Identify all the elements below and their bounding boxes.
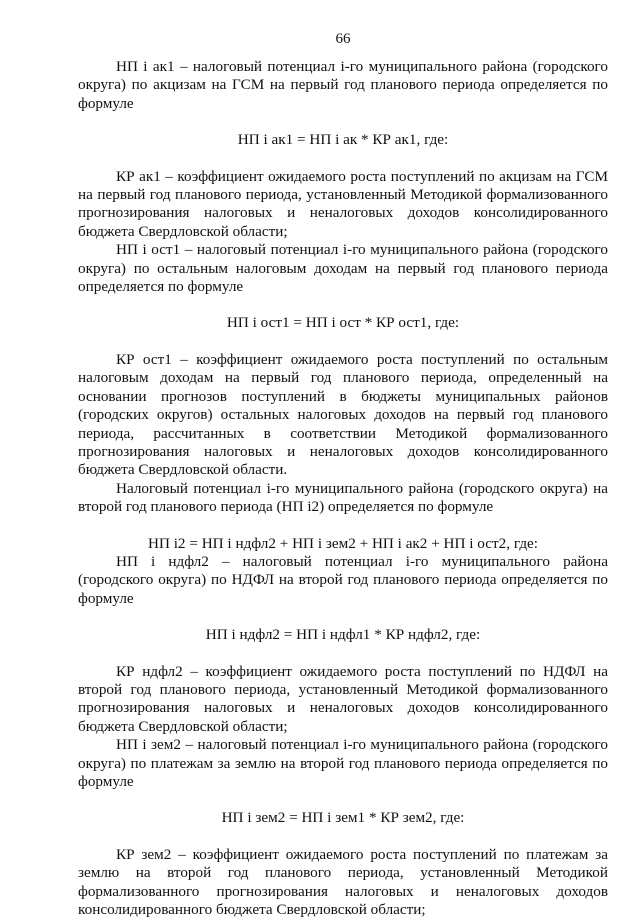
paragraph: НП і ост1 – налоговый потенциал і-го муниципального района (городского округа) по остальным налоговым доходам на первый год планового периода определяется по формуле bbox=[78, 241, 608, 296]
paragraph: КР ак1 – коэффициент ожидаемого роста поступлений по акцизам на ГСМ на первый год планового периода, установленный Методикой формализованного прогнозирования налоговых и неналоговых доходов консолидированного бюджета Свердловской области; bbox=[78, 167, 608, 240]
paragraph: НП і ак1 – налоговый потенциал і-го муниципального района (городского округа) по акцизам на ГСМ на первый год планового периода определяется по формуле bbox=[78, 58, 608, 112]
formula: НП і ндфл2 = НП і ндфл1 * КР ндфл2, где: bbox=[205, 626, 481, 644]
page-number: 66 bbox=[335, 31, 351, 47]
paragraph: КР зем2 – коэффициент ожидаемого роста поступлений по платежам за землю на второй год планового периода, установленный Методикой формализованного прогнозирования налоговых и неналоговых доходов консолидированного бюджета Свердловской области; bbox=[78, 845, 608, 919]
paragraph: КР ндфл2 – коэффициент ожидаемого роста поступлений по НДФЛ на второй год планового периода, установленный Методикой формализованного прогнозирования налоговых и неналоговых доходов консолидированного бюджета Свердловской области; bbox=[78, 662, 608, 735]
paragraph: КР ост1 – коэффициент ожидаемого роста поступлений по остальным налоговым доходам на первый год планового периода, определенный на основании прогнозов поступлений в бюджеты муниципальных районов (городских округов) остальных налоговых доходов на первый год планового периода, рассчитанных в соответствии Методикой формализованного прогнозирования налоговых и неналоговых доходов консолидированного бюджета Свердловской области. bbox=[78, 350, 608, 479]
paragraph: Налоговый потенциал і-го муниципального района (городского округа) на второй год планового периода (НП і2) определяется по формуле bbox=[78, 479, 608, 516]
formula: НП і2 = НП і ндфл2 + НП і зем2 + НП і ак2 + НП і ост2, где: bbox=[147, 534, 539, 552]
formula: НП і зем2 = НП і зем1 * КР зем2, где: bbox=[221, 809, 465, 827]
formula: НП і ост1 = НП і ост * КР ост1, где: bbox=[226, 314, 460, 332]
formula: НП і ак1 = НП і ак * КР ак1, где: bbox=[237, 131, 449, 149]
paragraph: НП і ндфл2 – налоговый потенциал і-го муниципального района (городского округа) по НДФЛ на второй год планового периода определяется по формуле bbox=[78, 552, 608, 607]
paragraph: НП і зем2 – налоговый потенциал і-го муниципального района (городского округа) по платежам за землю на второй год планового периода определяется по формуле bbox=[78, 736, 608, 790]
